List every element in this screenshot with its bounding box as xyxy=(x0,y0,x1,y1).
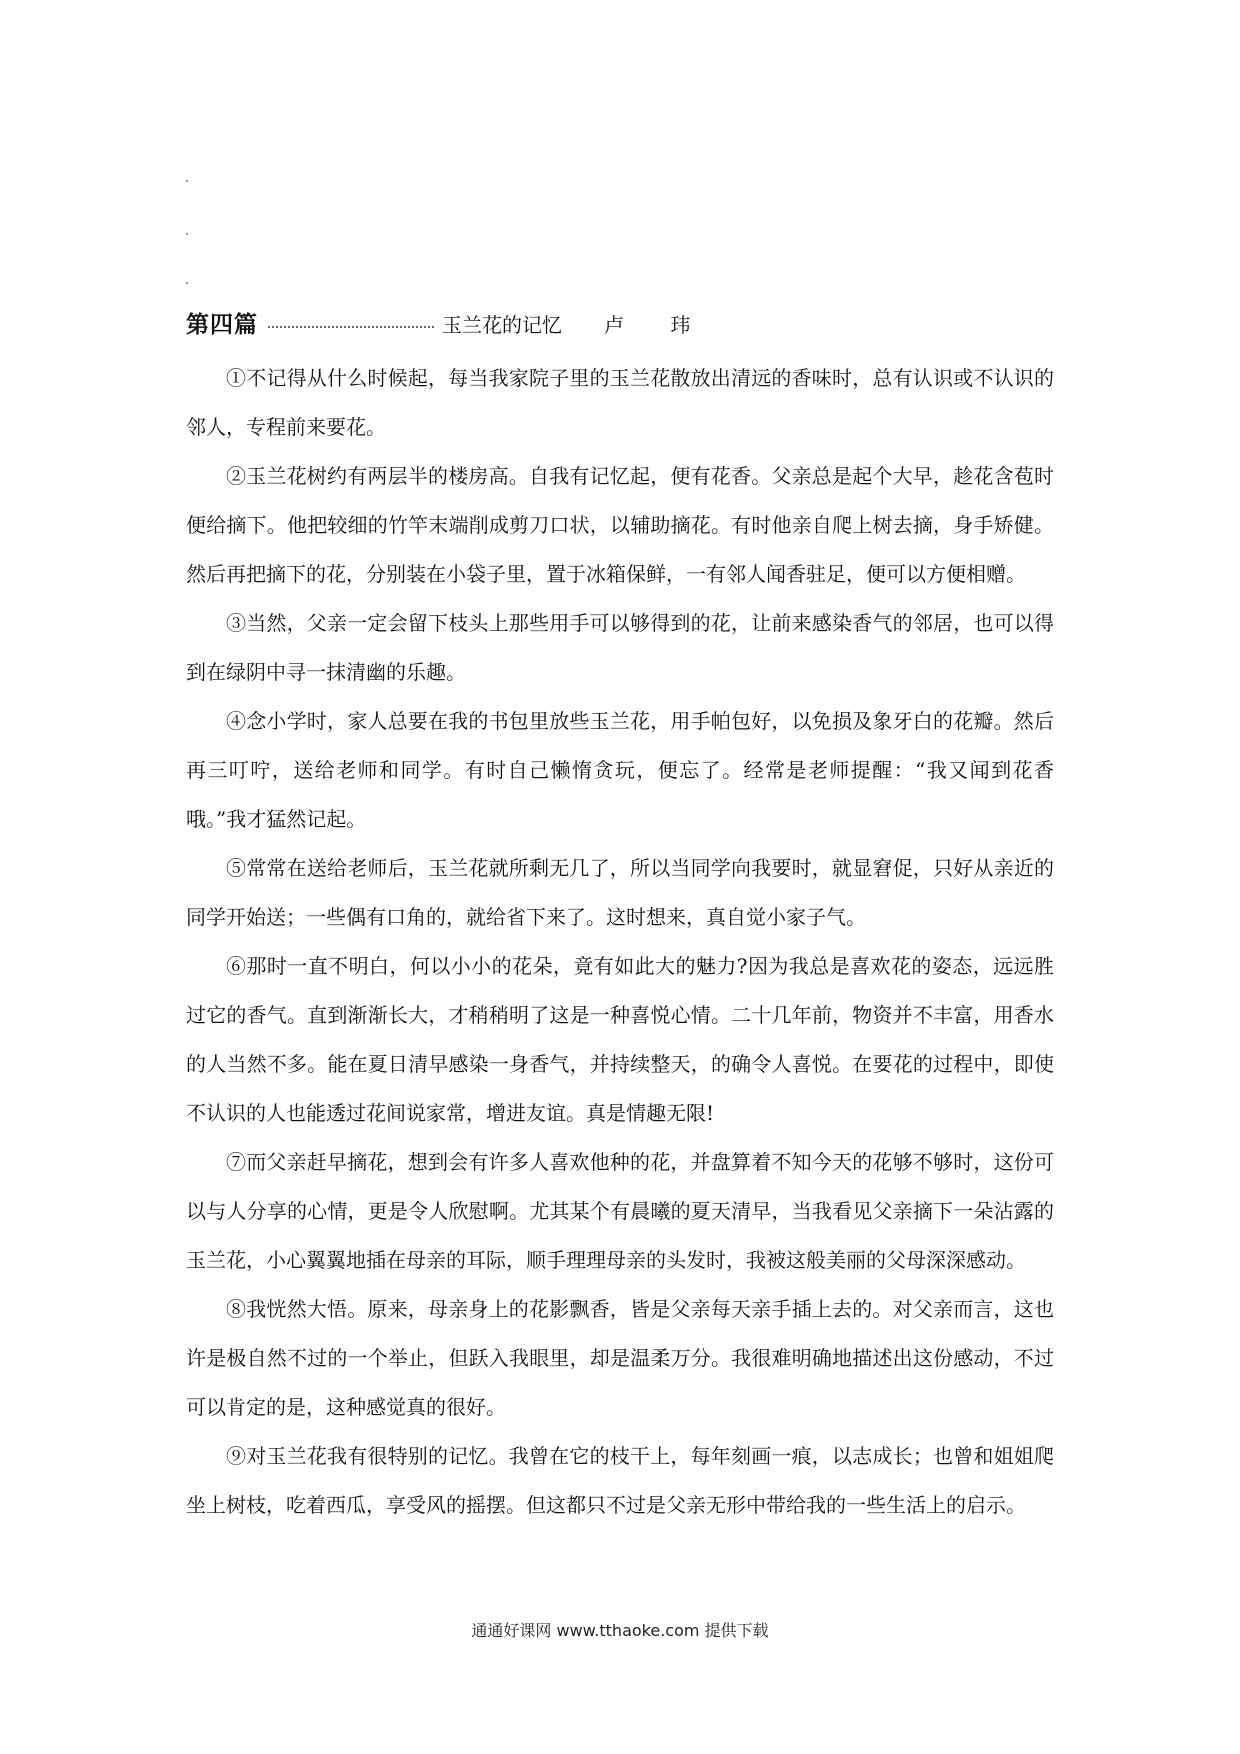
scan-speck xyxy=(186,282,188,284)
paragraph-5: ⑤常常在送给老师后，玉兰花就所剩无几了，所以当同学向我要时，就显窘促，只好从亲近的同学开始送；一些偶有口角的，就给省下来了。这时想来，真自觉小家子气。 xyxy=(186,856,1054,929)
essay-body xyxy=(186,354,1054,1530)
dotted-leader xyxy=(268,325,434,328)
paragraph-6: ⑥那时一直不明白，何以小小的花朵，竟有如此大的魅力?因为我总是喜欢花的姿态，远远胜过它的香气。直到渐渐长大，才稍稍明了这是一种喜悦心情。二十几年前，物资并不丰富，用香水的人当然不多。能在夏日清早感染一身香气，并持续整天，的确令人喜悦。在要花的过程中，即使不认识的人也能透过花间说家常，增进友谊。真是情趣无限! xyxy=(186,954,1054,1125)
paragraph-4: ④念小学时，家人总要在我的书包里放些玉兰花，用手帕包好，以免损及象牙白的花瓣。然后再三叮咛，送给老师和同学。有时自己懒惰贪玩，便忘了。经常是老师提醒：“我又闻到花香哦。”我才猛然记起。 xyxy=(186,709,1054,831)
paragraph-1: ①不记得从什么时候起，每当我家院子里的玉兰花散放出清远的香味时，总有认识或不认识的邻人，专程前来要花。 xyxy=(186,366,1054,439)
page-footer: 通通好课网 www.tthaoke.com 提供下载 xyxy=(471,1621,769,1640)
paragraph-2: ②玉兰花树约有两层半的楼房高。自我有记忆起，便有花香。父亲总是起个大早，趁花含苞时便给摘下。他把较细的竹竿末端削成剪刀口状，以辅助摘花。有时他亲自爬上树去摘，身手矫健。然后再把摘下的花，分别装在小袋子里，置于冰箱保鲜，一有邻人闻香驻足，便可以方便相赠。 xyxy=(186,464,1054,586)
scan-speck xyxy=(186,180,188,182)
paragraph-7: ⑦而父亲赶早摘花，想到会有许多人喜欢他种的花，并盘算着不知今天的花够不够时，这份可以与人分享的心情，更是令人欣慰啊。尤其某个有晨曦的夏天清早，当我看见父亲摘下一朵沾露的玉兰花，小心翼翼地插在母亲的耳际，顺手理理母亲的头发时，我被这般美丽的父母深深感动。 xyxy=(186,1150,1054,1272)
author-name: 卢 玮 xyxy=(604,313,711,337)
paragraph-3: ③当然，父亲一定会留下枝头上那些用手可以够得到的花，让前来感染香气的邻居，也可以得到在绿阴中寻一抹清幽的乐趣。 xyxy=(186,611,1054,684)
part-label: 第四篇 xyxy=(186,311,258,338)
paragraph-8: ⑧我恍然大悟。原来，母亲身上的花影飘香，皆是父亲每天亲手插上去的。对父亲而言，这也许是极自然不过的一个举止，但跃入我眼里，却是温柔万分。我很难明确地描述出这份感动，不过可以肯定的是，这种感觉真的很好。 xyxy=(186,1297,1054,1419)
scan-speck xyxy=(186,233,188,235)
section-heading xyxy=(186,306,710,342)
paragraph-9: ⑨对玉兰花我有很特别的记忆。我曾在它的枝干上，每年刻画一痕，以志成长；也曾和姐姐爬坐上树枝，吃着西瓜，享受风的摇摆。但这都只不过是父亲无形中带给我的一些生活上的启示。 xyxy=(186,1444,1054,1517)
essay-title: 玉兰花的记忆 xyxy=(442,313,562,337)
